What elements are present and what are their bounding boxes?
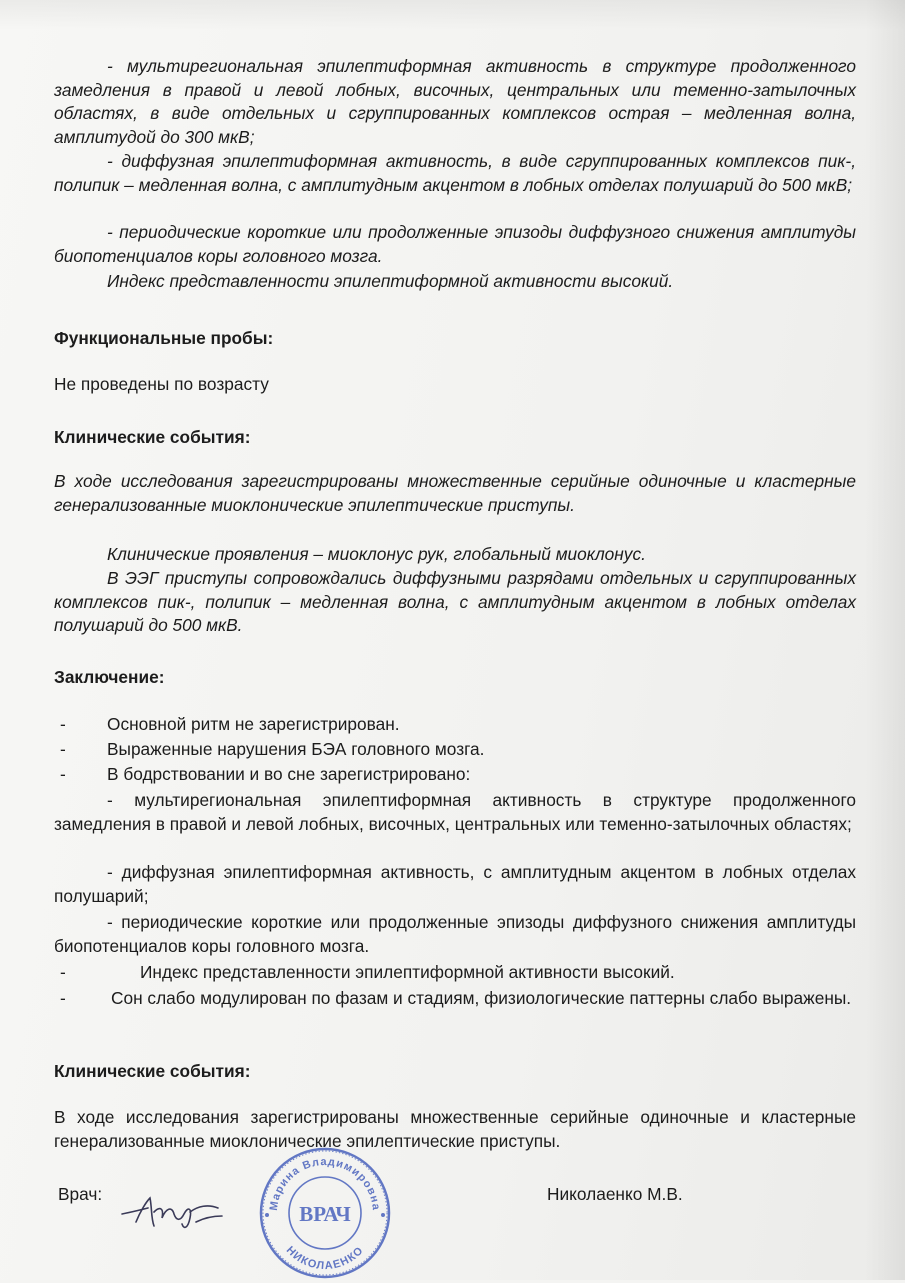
conclusion-item-text: Индекс представленности эпилептиформной активности высокий. bbox=[140, 962, 675, 982]
clinical-events-paragraph-2: Клинические проявления – миоклонус рук, глобальный миоклонус. bbox=[107, 544, 646, 564]
clinical-events-paragraph-1: В ходе исследования зарегистрированы множественные серийные одиночные и кластерные генерализованные миоклонические эпилептические приступы. bbox=[54, 471, 856, 515]
handwritten-signature bbox=[118, 1192, 228, 1232]
conclusion-item bbox=[54, 987, 856, 1011]
scan-shadow-top bbox=[0, 0, 905, 30]
conclusion-item-text: Сон слабо модулирован по фазам и стадиям, физиологические паттерны слабо выражены. bbox=[111, 988, 852, 1008]
conclusion-item-text: Основной ритм не зарегистрирован. bbox=[107, 714, 400, 734]
conclusion-item bbox=[54, 713, 856, 737]
list-dash: - bbox=[60, 988, 66, 1008]
clinical-events-2-text: В ходе исследования зарегистрированы множественные серийные одиночные и кластерные генерализованные миоклонические эпилептические приступы. bbox=[54, 1107, 856, 1151]
stamp-bottom-arc: НИКОЛАЕНКО bbox=[283, 1244, 367, 1273]
heading-conclusion: Заключение: bbox=[54, 667, 165, 687]
heading-functional-tests: Функциональные пробы: bbox=[54, 328, 274, 348]
paragraph-diffuse: - диффузная эпилептиформная активность, в виде сгруппированных комплексов пик-, полипик – медленная волна, с амплитудным акцентом в лобных отделах полушарий до 500 мкВ; bbox=[54, 151, 856, 195]
doctor-stamp bbox=[255, 1143, 395, 1283]
doctor-name: Николаенко М.В. bbox=[547, 1184, 683, 1204]
scan-shadow-edge bbox=[865, 0, 905, 1280]
conclusion-item bbox=[54, 763, 856, 787]
paragraph-multiregional: - мультирегиональная эпилептиформная активность в структуре продолженного замедления в правой и левой лобных, височных, центральных или теменно-затылочных областях, в виде отдельных и сгруппированных комплексов острая – медленная волна, амплитудой до 300 мкВ; bbox=[54, 56, 856, 147]
list-dash: - bbox=[60, 714, 66, 734]
conclusion-item-text: В бодрствовании и во сне зарегистрировано: bbox=[107, 764, 471, 784]
conclusion-subitem-periodic: - периодические короткие или продолженные эпизоды диффузного снижения амплитуды биопотенциалов коры головного мозга. bbox=[54, 912, 856, 956]
list-dash: - bbox=[60, 739, 66, 759]
heading-clinical-events-2: Клинические события: bbox=[54, 1061, 251, 1081]
functional-tests-text: Не проведены по возрасту bbox=[54, 374, 269, 394]
conclusion-subitem-multiregional: - мультирегиональная эпилептиформная активность в структуре продолженного замедления в правой и левой лобных, височных, центральных или теменно-затылочных областях; bbox=[54, 790, 856, 834]
conclusion-item-text: Выраженные нарушения БЭА головного мозга. bbox=[107, 739, 485, 759]
heading-clinical-events-1: Клинические события: bbox=[54, 427, 251, 447]
conclusion-item bbox=[54, 738, 856, 762]
list-dash: - bbox=[60, 962, 66, 982]
conclusion-item bbox=[54, 961, 856, 985]
paragraph-index: Индекс представленности эпилептиформной активности высокий. bbox=[107, 271, 674, 291]
paragraph-periodic: - периодические короткие или продолженные эпизоды диффузного снижения амплитуды биопотенциалов коры головного мозга. bbox=[54, 222, 856, 266]
doctor-label: Врач: bbox=[58, 1184, 103, 1204]
stamp-top-arc: Марина Владимировна bbox=[267, 1155, 383, 1212]
conclusion-subitem-diffuse: - диффузная эпилептиформная активность, с амплитудным акцентом в лобных отделах полушарий; bbox=[54, 862, 856, 906]
clinical-events-paragraph-3: В ЭЭГ приступы сопровождались диффузными разрядами отдельных и сгруппированных комплексов пик-, полипик – медленная волна, с амплитудным акцентом в лобных отделах полушарий до 500 мкВ. bbox=[54, 568, 856, 635]
list-dash: - bbox=[60, 764, 66, 784]
stamp-center-text: ВРАЧ bbox=[299, 1202, 351, 1226]
